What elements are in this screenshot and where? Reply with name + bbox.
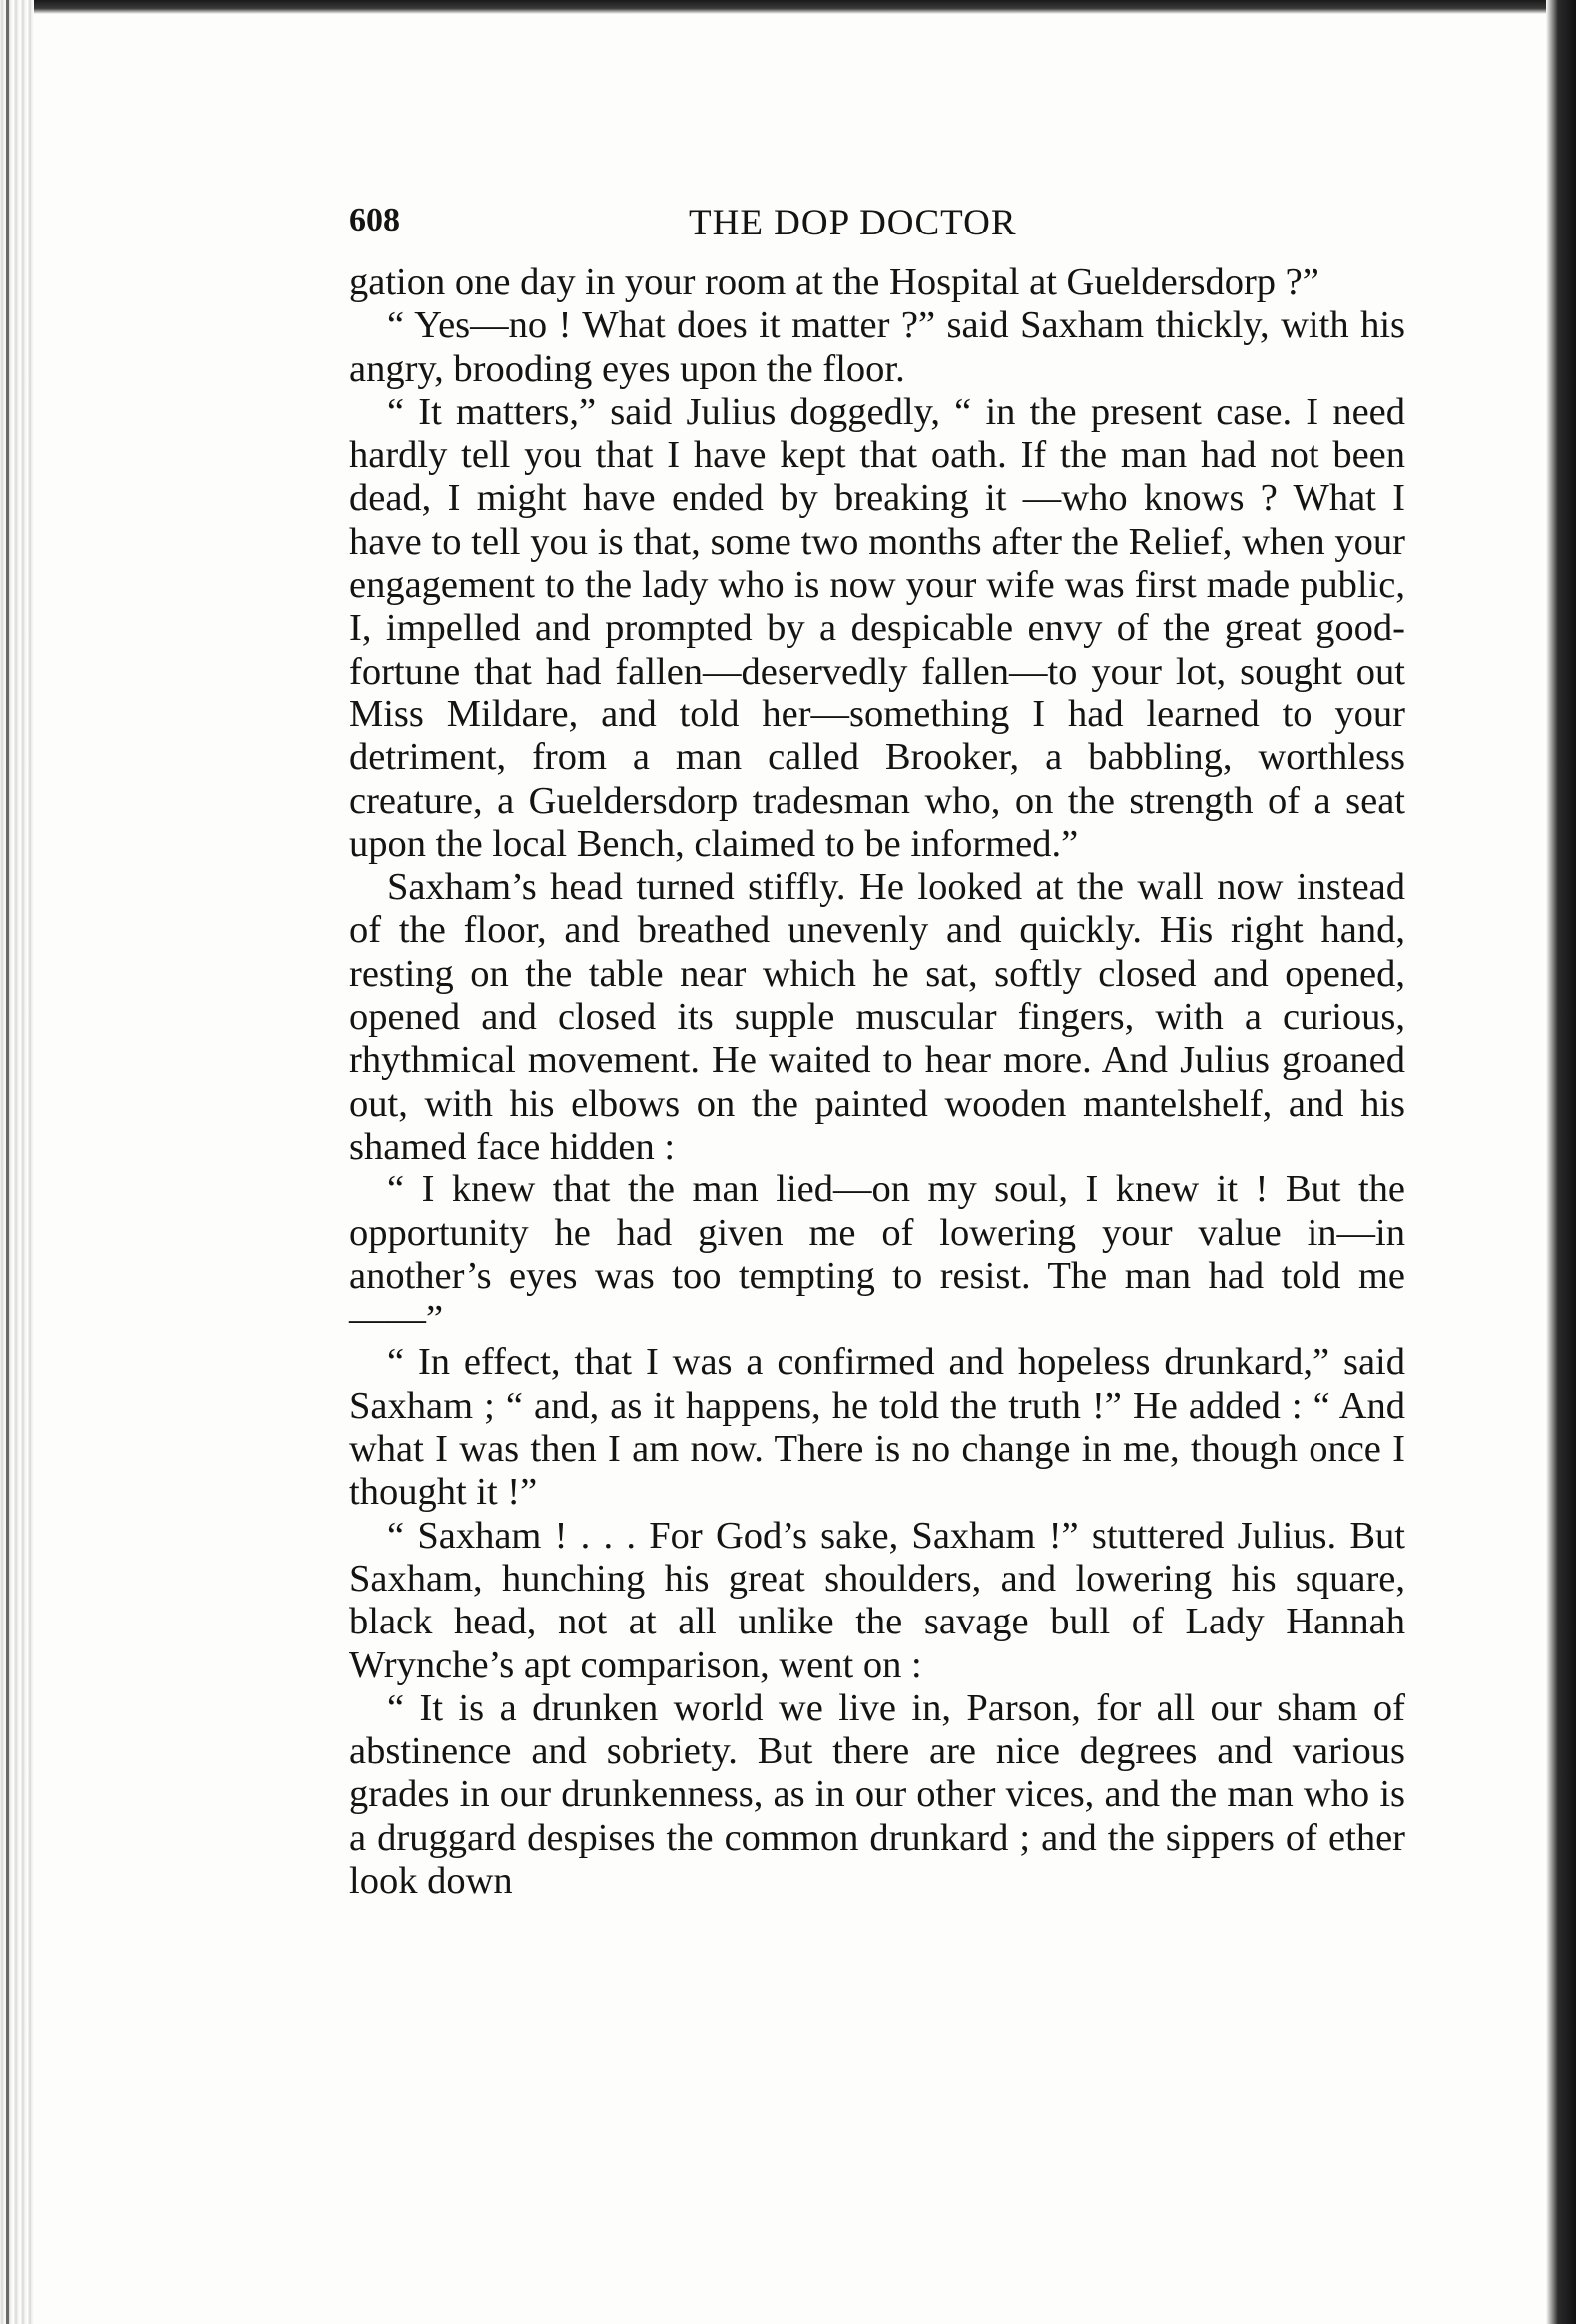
scan-edge-right — [1546, 0, 1576, 2324]
paragraph-4: Saxham’s head turned stiffly. He looked at the wall now instead of the floor, and breathed unevenly and quickly. His right hand, resting on the table near which he sat, softly closed and opened, opened and closed its supple muscular fingers, with a curious, rhythmical movement. He waited to hear more. And Julius groaned out, with his elbows on the painted wooden mantelshelf, and his shamed face hidden : — [349, 866, 1405, 1167]
paragraph-8: “ It is a drunken world we live in, Parson, for all our sham of abstinence and sobriety. But there are nice degrees and various grades in our drunkenness, as in our other vices, and the man who is a druggard despises the common drunkard ; and the sippers of ether look down — [349, 1686, 1405, 1902]
paragraph-7: “ Saxham ! . . . For God’s sake, Saxham !” stuttered Julius. But Saxham, hunching his great shoulders, and lowering his square, black head, not at all unlike the savage bull of Lady Hannah Wrynche’s apt comparison, went on : — [349, 1514, 1405, 1686]
running-head — [349, 198, 1387, 249]
paragraph-2: “ Yes—no ! What does it matter ?” said Saxham thickly, with his angry, brooding eyes upon the floor. — [349, 304, 1405, 390]
paragraph-3: “ It matters,” said Julius doggedly, “ in the present case. I need hardly tell you that I have kept that oath. If the man had not been dead, I might have ended by breaking it —who knows ? What I have to tell you is that, some two months after the Relief, when your engagement to the lady who is now your wife was first made public, I, impelled and prompted by a despicable envy of the great good-fortune that had fallen—deservedly fallen—to your lot, sought out Miss Mildare, and told her—something I had learned to your detriment, from a man called Brooker, a babbling, worthless creature, a Gueldersdorp tradesman who, on the strength of a seat upon the local Bench, claimed to be informed.” — [349, 390, 1405, 865]
paragraph-1: gation one day in your room at the Hospital at Gueldersdorp ?” — [349, 261, 1319, 303]
book-title: THE DOP DOCTOR — [689, 203, 1017, 243]
body-text — [349, 261, 1405, 1903]
paragraph-5: “ I knew that the man lied—on my soul, I knew it ! But the opportunity he had given me of lowering your value in—in another’s eyes was too tempting to resist. The man had told me——” — [349, 1168, 1405, 1341]
scan-edge-top — [0, 0, 1576, 14]
scan-edge-left-line — [6, 0, 9, 2324]
paragraph-6: “ In effect, that I was a confirmed and hopeless drunkard,” said Saxham ; “ and, as it happens, he told the truth !” He added : “ And what I was then I am now. There is no change in me, though once I thought it !” — [349, 1341, 1405, 1514]
page-number: 608 — [349, 202, 400, 238]
